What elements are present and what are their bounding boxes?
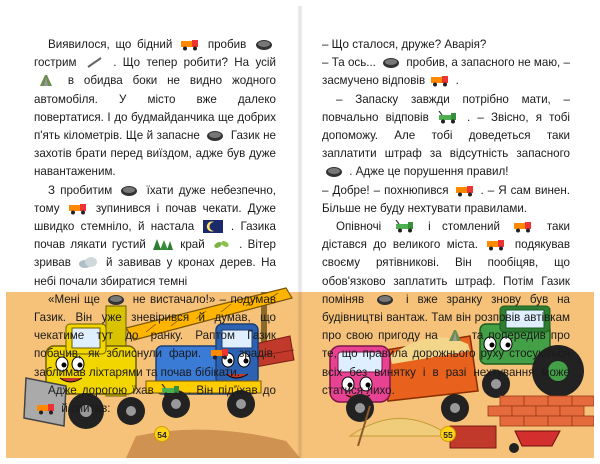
text-span: . – Я сам винен. Більше не буду нехтувати правилами.	[322, 183, 570, 215]
text-span: пробив, а запасного не маю, – засмучено відповів	[322, 56, 570, 88]
tire-icon	[324, 165, 344, 178]
left-page-text	[34, 36, 276, 418]
paragraph	[322, 54, 570, 90]
text-span: . Газика почав лякати густий	[34, 220, 276, 252]
paragraph	[322, 36, 570, 54]
text-span: . Адже це порушення правил!	[349, 165, 509, 179]
dump-truck-icon	[486, 238, 506, 251]
tow-truck-icon	[438, 111, 458, 124]
tow-truck-icon	[395, 220, 415, 233]
text-span: . Що тепер робити? На усій	[113, 56, 276, 70]
right-page	[300, 6, 594, 458]
dump-truck-icon	[180, 38, 200, 51]
text-span: З пробитим	[48, 183, 113, 197]
text-span: . Вітер зривав	[34, 238, 276, 270]
dump-truck-icon	[513, 220, 533, 233]
left-page	[6, 6, 300, 458]
paragraph	[322, 91, 570, 182]
text-span: та попередив про те, що правила дорожнього руху стосуються всіх без винятку і в разі нехтування може статися лихо.	[322, 329, 570, 397]
leaves-icon	[212, 238, 232, 251]
dump-truck-icon	[210, 347, 230, 360]
paragraph	[34, 291, 276, 382]
book-spread	[6, 6, 594, 458]
page-number: 54	[154, 426, 170, 442]
paragraph	[322, 218, 570, 400]
text-span: гострим	[34, 56, 77, 70]
text-span: . – Звісно, я тобі допоможу. Але тобі доведеться таки заплатити штраф за відсутність запасного	[322, 110, 570, 161]
dump-truck-icon	[430, 74, 450, 87]
nail-icon	[85, 56, 105, 69]
text-span: Виявилося, що бідний	[48, 38, 173, 51]
text-span: . Він під'їхав до	[188, 383, 276, 397]
dump-truck-icon	[455, 184, 475, 197]
dump-truck-icon	[68, 202, 88, 215]
text-span: не вистачало!» – подумав Газик. Він уже зневірився й думав, що чекатиме тут до ранку. Раптом Газик побачив, як зблиснули фари.	[34, 292, 276, 361]
tire-icon	[205, 129, 225, 142]
road-icon	[36, 74, 56, 87]
right-page-text	[322, 36, 570, 400]
tire-icon	[375, 293, 395, 306]
text-span: Газик не захотів брати перед виїздом, адже був дуже навантаженим.	[34, 129, 276, 179]
text-span: і вже зранку знову був на будівництві вантаж. Там він розповів автівкам про свою пригоду на	[322, 292, 570, 343]
nail-icon	[106, 293, 126, 306]
text-span: зрадів, заблимав ліхтарями та почав бібікати.	[34, 347, 276, 379]
night-moon-icon	[203, 220, 223, 233]
text-span: край	[180, 238, 205, 252]
text-span: й спитав:	[61, 402, 111, 416]
text-span: й завивав у кронах дерев. На небі почали збиратися темні	[34, 256, 276, 288]
text-span: – Добре! – похнюпився	[322, 183, 449, 197]
wheelbarrow	[515, 431, 560, 446]
road-icon	[445, 329, 465, 342]
nail-icon	[254, 38, 274, 51]
book-fold	[297, 6, 303, 458]
dump-truck-icon	[36, 402, 56, 415]
text-span: зупинився і почав чекати. Дуже швидко стемніло, й настала	[34, 201, 276, 234]
text-span: – Що сталося, друже? Аварія?	[322, 38, 487, 51]
paragraph	[34, 182, 276, 291]
cloud-icon	[78, 256, 98, 269]
text-span: – Та ось...	[322, 56, 376, 70]
brick-wall	[488, 396, 594, 426]
text-span: – Запаску завжди потрібно мати, – повчально відповів	[322, 92, 570, 124]
brick-stack	[450, 426, 496, 448]
text-span: їхати дуже небезпечно, тому	[34, 183, 276, 215]
text-span: таки дістався до великого міста.	[322, 220, 570, 252]
nail-icon	[381, 56, 401, 69]
tow-truck-icon	[161, 384, 181, 397]
text-span: подякував своєму рятівникові. Він пообіцяв, що обов'язково заплатить штраф. Потім Газик поміняв	[322, 238, 570, 306]
paragraph	[34, 382, 276, 418]
text-span: і стомлений	[428, 220, 500, 234]
paragraph	[34, 36, 276, 182]
text-span: Адже дорогою їхав	[48, 383, 154, 397]
tire-icon	[119, 184, 139, 197]
text-span: «Мені ще	[48, 292, 100, 306]
paragraph	[322, 182, 570, 218]
text-span: пробив	[207, 38, 247, 51]
text-span: .	[455, 74, 459, 88]
forest-icon	[153, 238, 173, 251]
text-span: Опівночі	[336, 220, 382, 234]
text-span: в обидва боки не видно жодного автомобіля. У місто вже далеко повертатися. І до будмайданчика ще добрих п'ять кілометрів. Ще й запасне	[34, 74, 276, 143]
excavation-pit	[126, 430, 300, 458]
page-number: 55	[440, 426, 456, 442]
